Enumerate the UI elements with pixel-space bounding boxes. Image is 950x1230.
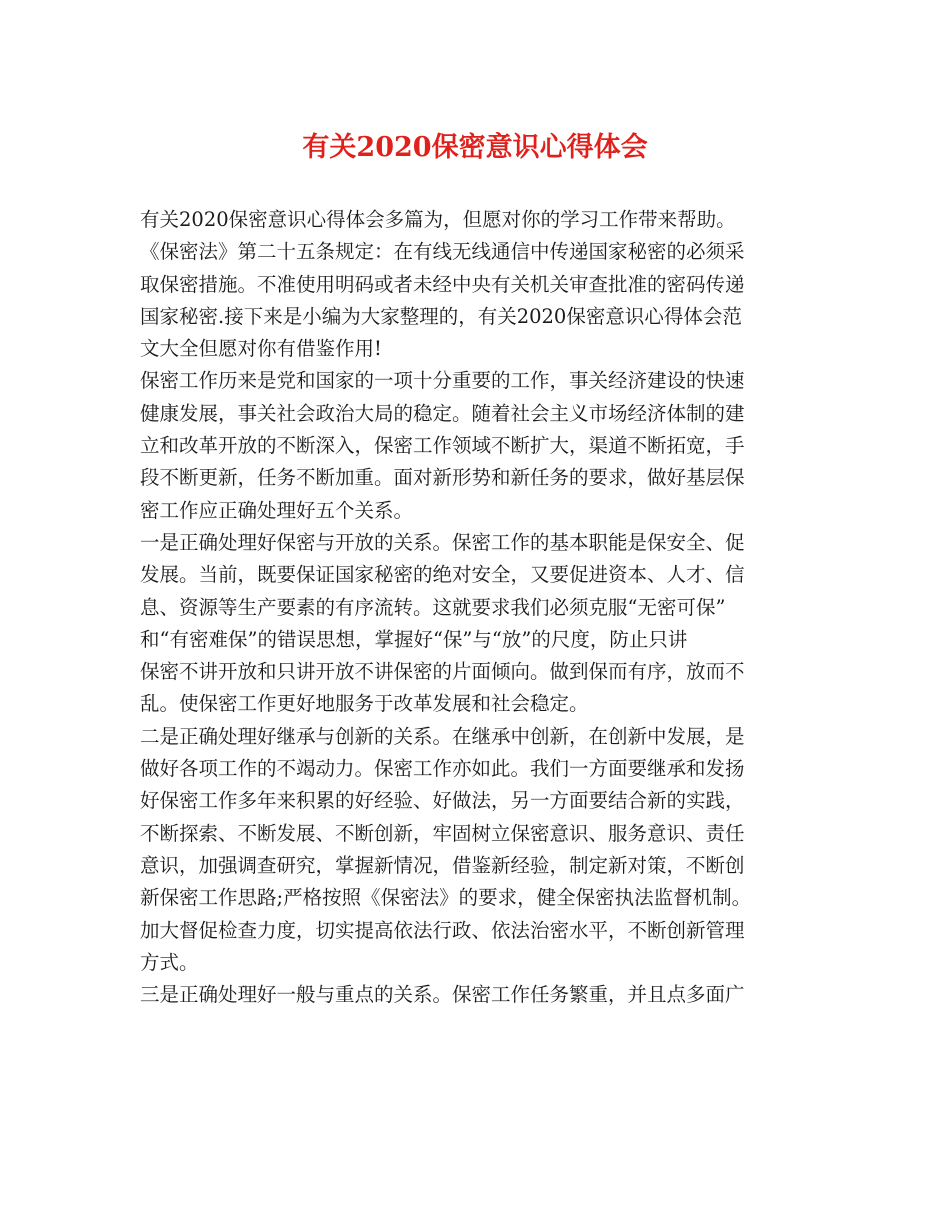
body-line: 取保密措施。不准使用明码或者未经中央有关机关审查批准的密码传递 bbox=[140, 272, 745, 296]
body-line: 三是正确处理好一般与重点的关系。保密工作任务繁重，并且点多面广 bbox=[140, 983, 745, 1007]
body-line: 和“有密难保”的错误思想，掌握好“保”与“放”的尺度，防止只讲 bbox=[140, 627, 688, 651]
body-line: 做好各项工作的不竭动力。保密工作亦如此。我们一方面要继承和发扬 bbox=[140, 757, 745, 781]
document-title: 有关2020保密意识心得体会 bbox=[302, 132, 648, 163]
body-line: 段不断更新，任务不断加重。面对新形势和新任务的要求，做好基层保 bbox=[140, 466, 745, 490]
body-line: 健康发展，事关社会政治大局的稳定。随着社会主义市场经济体制的建 bbox=[140, 401, 745, 425]
body-line: 加大督促检查力度，切实提高依法行政、依法治密水平，不断创新管理 bbox=[140, 918, 745, 942]
body-line: 二是正确处理好继承与创新的关系。在继承中创新，在创新中发展，是 bbox=[140, 724, 745, 748]
document-body bbox=[140, 204, 820, 1011]
body-line: 发展。当前，既要保证国家秘密的绝对安全，又要促进资本、人才、信 bbox=[140, 563, 745, 587]
body-line: 息、资源等生产要素的有序流转。这就要求我们必须克服“无密可保” bbox=[140, 595, 726, 619]
body-line: 保密工作历来是党和国家的一项十分重要的工作，事关经济建设的快速 bbox=[140, 369, 745, 393]
body-line: 有关2020保密意识心得体会多篇为，但愿对你的学习工作带来帮助。 bbox=[140, 208, 736, 231]
body-line: 国家秘密.接下来是小编为大家整理的，有关2020保密意识心得体会范 bbox=[140, 304, 742, 328]
body-line: 一是正确处理好保密与开放的关系。保密工作的基本职能是保安全、促 bbox=[140, 530, 745, 554]
body-line: 《保密法》第二十五条规定：在有线无线通信中传递国家秘密的必须采 bbox=[140, 240, 745, 264]
body-line: 方式。 bbox=[140, 950, 199, 974]
body-line: 意识，加强调查研究，掌握新情况，借鉴新经验，制定新对策，不断创 bbox=[140, 853, 745, 877]
body-line: 保密不讲开放和只讲开放不讲保密的片面倾向。做到保而有序，放而不 bbox=[140, 660, 745, 684]
body-line: 不断探索、不断发展、不断创新，牢固树立保密意识、服务意识、责任 bbox=[140, 821, 745, 845]
body-line: 好保密工作多年来积累的好经验、好做法，另一方面要结合新的实践， bbox=[140, 789, 745, 813]
body-line: 乱。使保密工作更好地服务于改革发展和社会稳定。 bbox=[140, 692, 589, 716]
body-line: 立和改革开放的不断深入，保密工作领域不断扩大，渠道不断拓宽，手 bbox=[140, 434, 745, 458]
body-line: 文大全但愿对你有借鉴作用! bbox=[140, 337, 382, 361]
body-line: 密工作应正确处理好五个关系。 bbox=[140, 498, 414, 522]
body-line: 新保密工作思路;严格按照《保密法》的要求，健全保密执法监督机制。 bbox=[140, 886, 752, 910]
